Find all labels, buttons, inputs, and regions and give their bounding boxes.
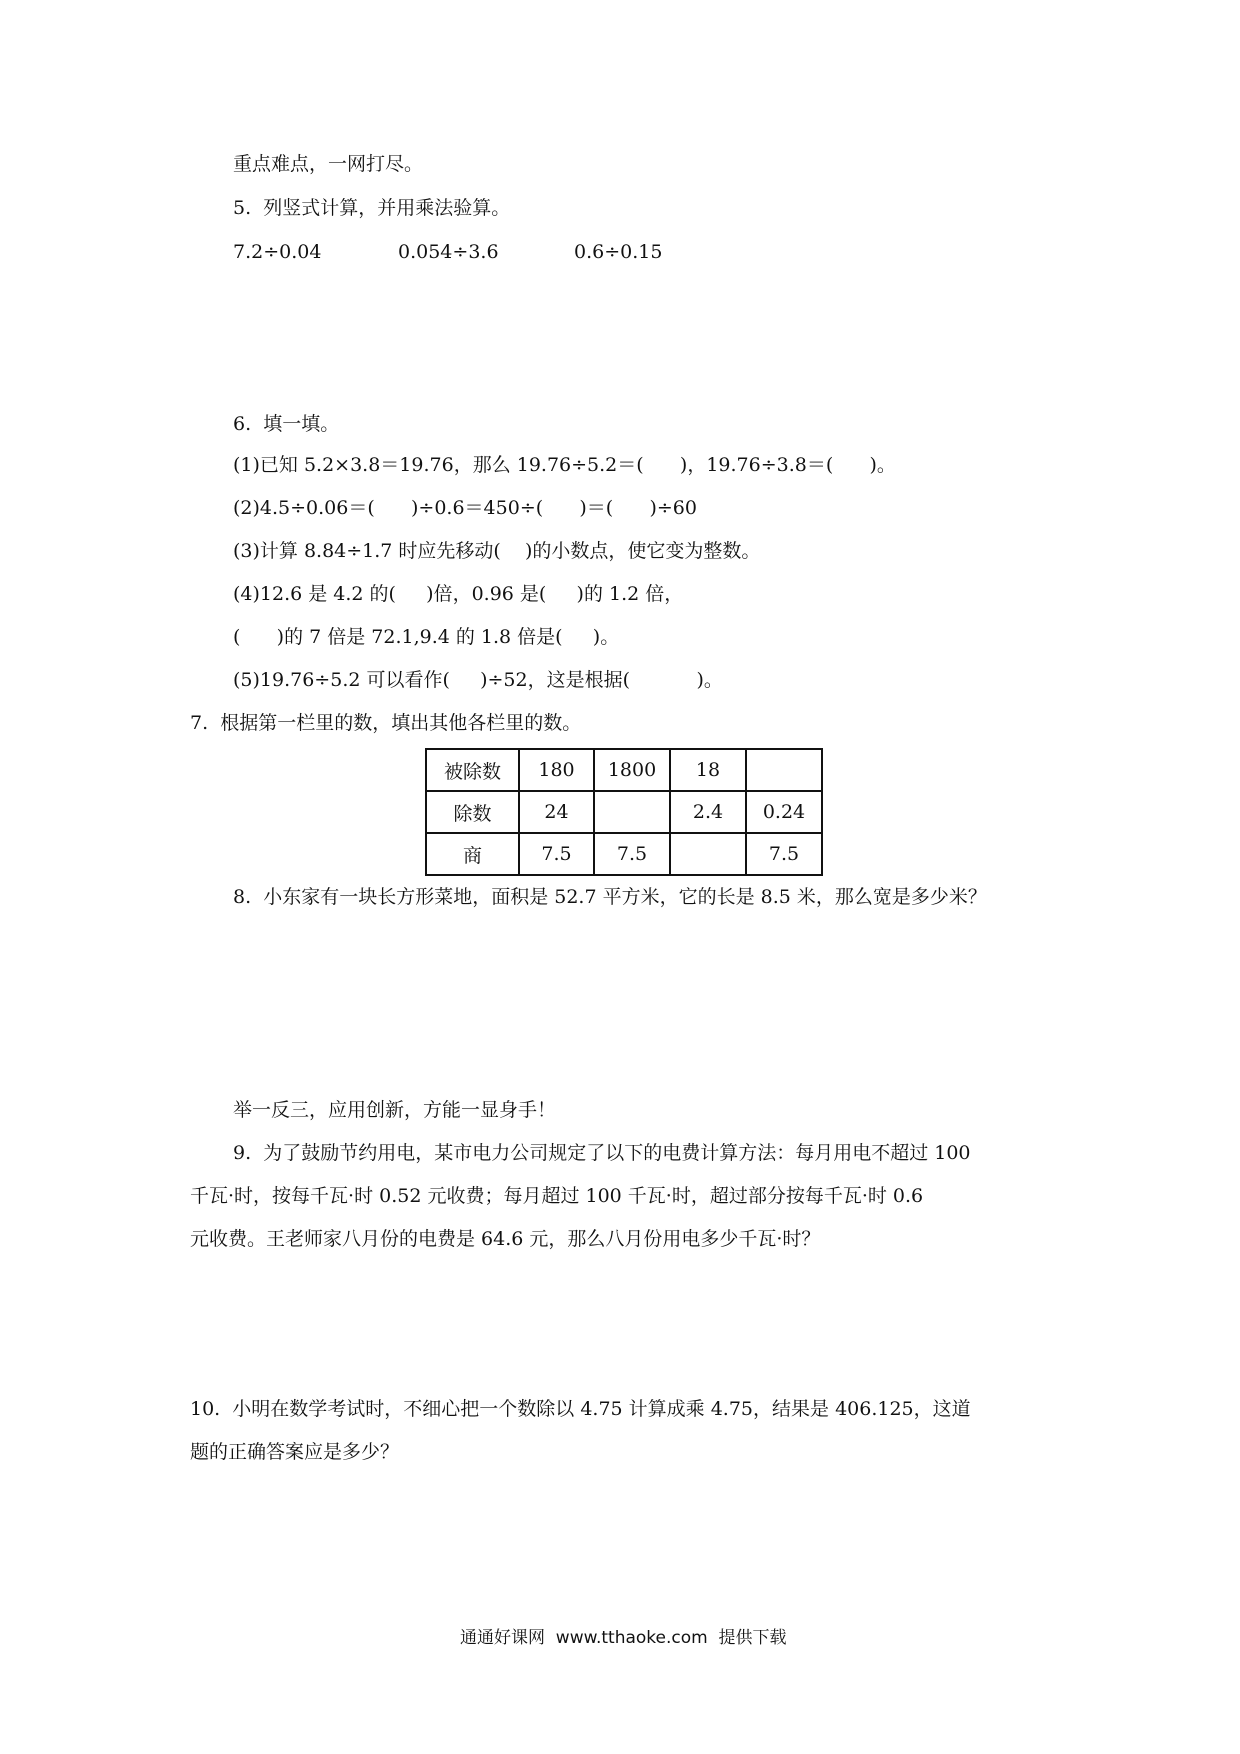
question-10-line-2: 题的正确答案应是多少？ [190,1441,400,1463]
table-row-dividend [426,749,822,791]
question-7-title: 7. 根据第一栏里的数，填出其他各栏里的数。 [190,712,582,734]
question-6-part-5: (5)19.76÷5.2 可以看作( )÷52，这是根据( )。 [233,669,723,691]
question-6-part-3: (3)计算 8.84÷1.7 时应先移动( )的小数点，使它变为整数。 [233,540,761,562]
table-row-divisor [426,791,822,833]
table-cell: 0.24 [746,791,822,833]
table-cell: 7.5 [746,833,822,875]
question-5-expression-3: 0.6÷0.15 [574,241,663,263]
table-cell: 1800 [594,749,670,791]
division-table [425,748,823,876]
table-cell: 7.5 [594,833,670,875]
table-cell: 18 [670,749,746,791]
question-6-part-4a: (4)12.6 是 4.2 的( )倍，0.96 是( )的 1.2 倍， [233,583,684,605]
table-cell: 24 [519,791,594,833]
question-6-title: 6. 填一填。 [233,413,340,435]
table-cell: 2.4 [670,791,746,833]
question-9-line-1: 9. 为了鼓励节约用电，某市电力公司规定了以下的电费计算方法：每月用电不超过 100 [233,1142,971,1164]
question-9-line-2: 千瓦·时，按每千瓦·时 0.52 元收费；每月超过 100 千瓦·时，超过部分按每千瓦·时 0.6 [190,1185,924,1207]
question-5-expression-2: 0.054÷3.6 [398,241,499,263]
question-8: 8. 小东家有一块长方形菜地，面积是 52.7 平方米，它的长是 8.5 米，那么宽是多少米？ [233,886,987,908]
table-cell: 商 [426,833,519,875]
question-5-expression-1: 7.2÷0.04 [233,241,322,263]
table-cell: 除数 [426,791,519,833]
table-cell: 180 [519,749,594,791]
table-row-quotient [426,833,822,875]
table-cell [670,833,746,875]
question-9-line-3: 元收费。王老师家八月份的电费是 64.6 元，那么八月份用电多少千瓦·时？ [190,1228,821,1250]
question-6-part-2: (2)4.5÷0.06＝( )÷0.6＝450÷( )＝( )÷60 [233,497,697,519]
section-heading-apply: 举一反三，应用创新，方能一显身手！ [233,1099,557,1121]
page-footer: 通通好课网 www.tthaoke.com 提供下载 [460,1628,787,1648]
question-6-part-4b: ( )的 7 倍是 72.1,9.4 的 1.8 倍是( )。 [233,626,620,648]
question-10-line-1: 10. 小明在数学考试时，不细心把一个数除以 4.75 计算成乘 4.75，结果是 406.125，这道 [190,1398,971,1420]
question-5-title: 5. 列竖式计算，并用乘法验算。 [233,197,511,219]
question-6-part-1: (1)已知 5.2×3.8＝19.76，那么 19.76÷5.2＝( )，19.76÷3.8＝( )。 [233,454,896,476]
table-cell [594,791,670,833]
section-heading-key-points: 重点难点，一网打尽。 [233,153,424,175]
table-cell: 被除数 [426,749,519,791]
table-cell [746,749,822,791]
table-cell: 7.5 [519,833,594,875]
